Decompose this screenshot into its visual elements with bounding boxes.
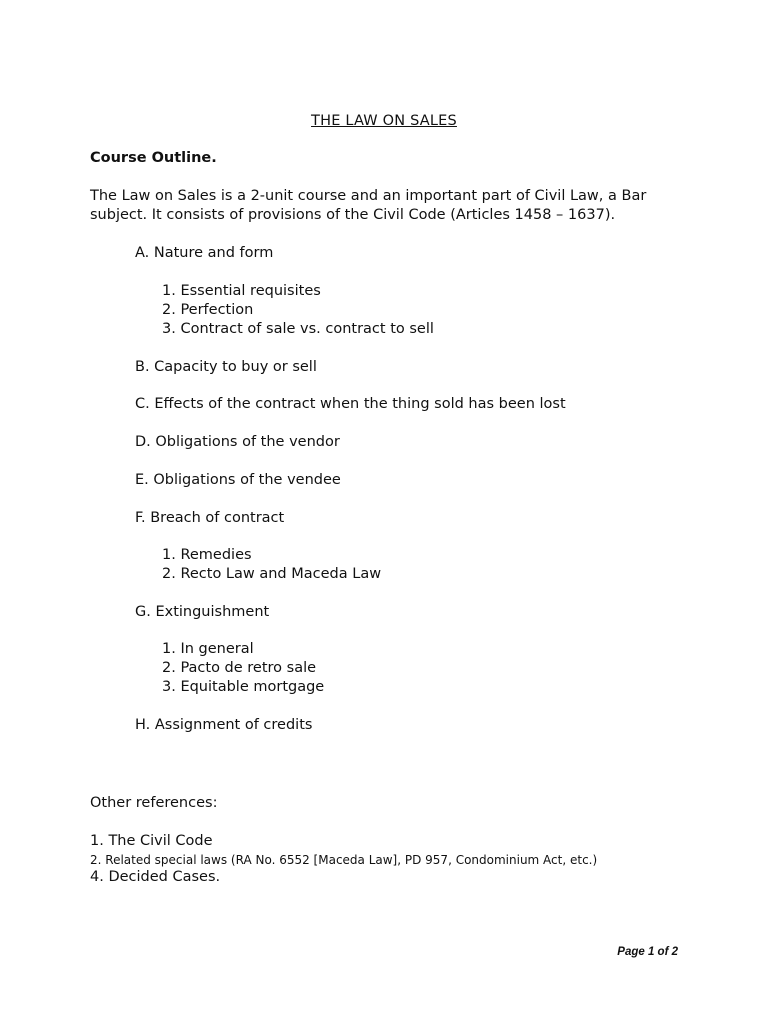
reference-item-3: 4. Decided Cases. [90, 869, 221, 885]
section-g-item-1: 1. In general [162, 641, 254, 657]
references-heading: Other references: [90, 795, 218, 811]
section-g-item-3: 3. Equitable mortgage [162, 679, 325, 695]
course-outline-heading: Course Outline. [90, 150, 217, 166]
section-e: E. Obligations of the vendee [135, 472, 341, 488]
section-g-item-2: 2. Pacto de retro sale [162, 660, 317, 676]
section-a-item-1: 1. Essential requisites [162, 283, 321, 299]
reference-item-2: 2. Related special laws (RA No. 6552 [Maceda Law], PD 957, Condominium Act, etc.) [90, 853, 598, 867]
section-a-item-2: 2. Perfection [162, 302, 254, 318]
section-f: F. Breach of contract [135, 510, 285, 526]
section-c: C. Effects of the contract when the thing sold has been lost [135, 396, 566, 412]
intro-paragraph: The Law on Sales is a 2-unit course and an important part of Civil Law, a Bar subject. It consists of provisions of the Civil Code (Articles 1458 – 1637). [90, 188, 647, 223]
section-h: H. Assignment of credits [135, 717, 313, 733]
document-title: THE LAW ON SALES [311, 113, 457, 129]
section-f-item-1: 1. Remedies [162, 547, 252, 563]
section-a: A. Nature and form [135, 245, 274, 261]
reference-item-1: 1. The Civil Code [90, 833, 213, 849]
section-d: D. Obligations of the vendor [135, 434, 340, 450]
section-g: G. Extinguishment [135, 604, 270, 620]
section-b: B. Capacity to buy or sell [135, 359, 317, 375]
page-number: Page 1 of 2 [617, 946, 678, 958]
section-f-item-2: 2. Recto Law and Maceda Law [162, 566, 382, 582]
section-a-item-3: 3. Contract of sale vs. contract to sell [162, 321, 434, 337]
